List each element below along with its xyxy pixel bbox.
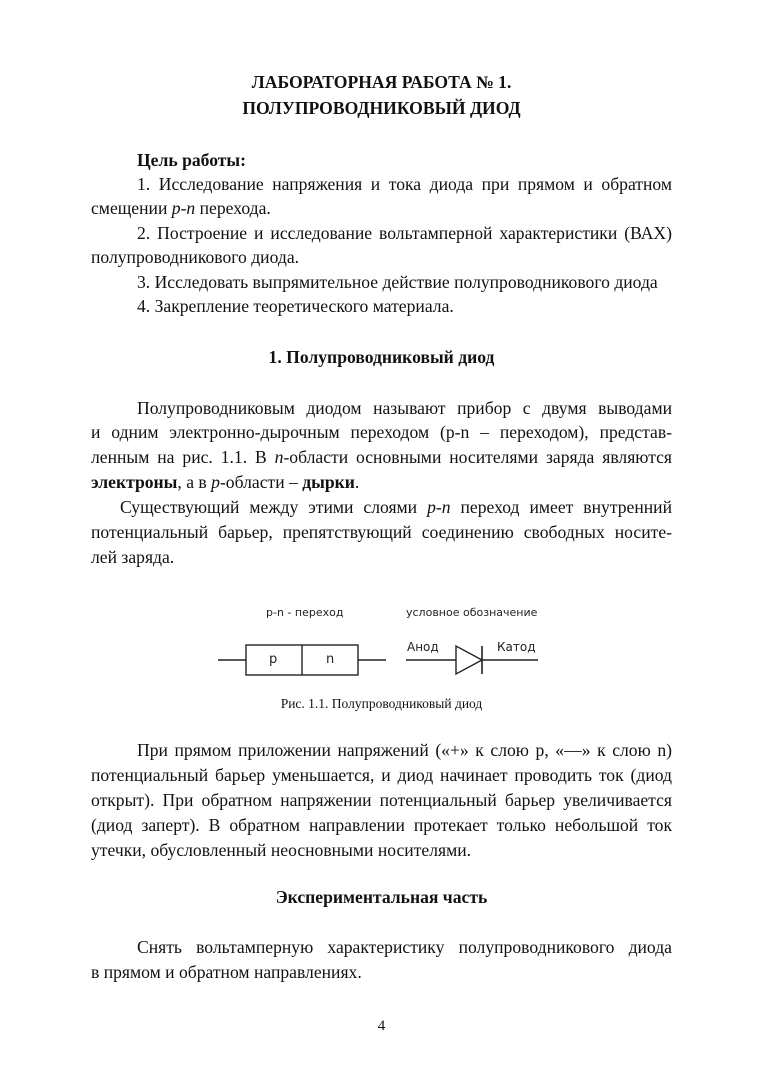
diode-triangle-icon <box>456 646 482 674</box>
section-1-p3-line-2: потенциальный барьер уменьшается, и диод начинает проводить ток (диод <box>91 765 672 785</box>
title-line-2: ПОЛУПРОВОДНИКОВЫЙ ДИОД <box>242 98 521 118</box>
figure-label-cathode: Катод <box>497 640 536 654</box>
figure-label-symbol: условное обозначение <box>406 606 538 619</box>
section-1-p1-line-1: Полупроводниковым диодом называют прибор с двумя выводами <box>137 398 672 418</box>
section-1-p2-line-3: лей заряда. <box>91 547 175 567</box>
figure-label-p: p <box>269 652 278 667</box>
section-1-p3-line-1: При прямом приложении напряжений («+» к слою p, «—» к слою n) <box>137 740 672 760</box>
section-1-p3-line-4: (диод заперт). В обратном направлении протекает только небольшой ток <box>91 815 672 835</box>
figure-label-n: n <box>326 652 335 667</box>
goal-item-2-line-1: 2. Построение и исследование вольтамперной характеристики (ВАХ) <box>137 223 672 243</box>
figure-label-pn-junction: p-n - переход <box>266 606 344 619</box>
experimental-p-line-1: Снять вольтамперную характеристику полупроводникового диода <box>137 937 672 957</box>
goal-item-4: 4. Закрепление теоретического материала. <box>137 296 454 316</box>
section-1-p1-line-3: ленным на рис. 1.1. В n-области основными носителями заряда являются <box>91 447 673 467</box>
figure-caption: Рис. 1.1. Полупроводниковый диод <box>280 696 483 711</box>
goal-heading: Цель работы: <box>137 150 247 170</box>
section-1-p1-line-4: электроны, а в p-области – дырки. <box>91 472 360 492</box>
experimental-heading: Экспериментальная часть <box>275 887 488 907</box>
section-1-p1-line-2: и одним электронно-дырочным переходом (p-n – переходом), представ- <box>91 422 672 442</box>
section-1-p3-line-3: открыт). При обратном напряжении потенциальный барьер увеличивается <box>91 790 672 810</box>
goal-item-3: 3. Исследовать выпрямительное действие полупроводникового диода <box>137 272 658 292</box>
goal-item-1-line-1: 1. Исследование напряжения и тока диода при прямом и обратном <box>137 174 672 194</box>
goal-item-2-line-2: полупроводникового диода. <box>91 247 300 267</box>
section-1-p3-line-5: утечки, обусловленный неосновными носителями. <box>91 840 472 860</box>
section-1-p2-line-1: Существующий между этими слоями p-n переход имеет внутренний <box>120 497 672 517</box>
experimental-p-line-2: в прямом и обратном направлениях. <box>91 962 362 982</box>
section-1-heading: 1. Полупроводниковый диод <box>268 347 495 367</box>
page-number: 4 <box>377 1018 386 1034</box>
title-line-1: ЛАБОРАТОРНАЯ РАБОТА № 1. <box>251 72 512 92</box>
figure-label-anode: Анод <box>407 640 439 654</box>
pn-block <box>246 645 358 675</box>
section-1-p2-line-2: потенциальный барьер, препятствующий соединению свободных носите- <box>91 522 672 542</box>
goal-item-1-line-2: смещении p-n перехода. <box>91 198 271 218</box>
